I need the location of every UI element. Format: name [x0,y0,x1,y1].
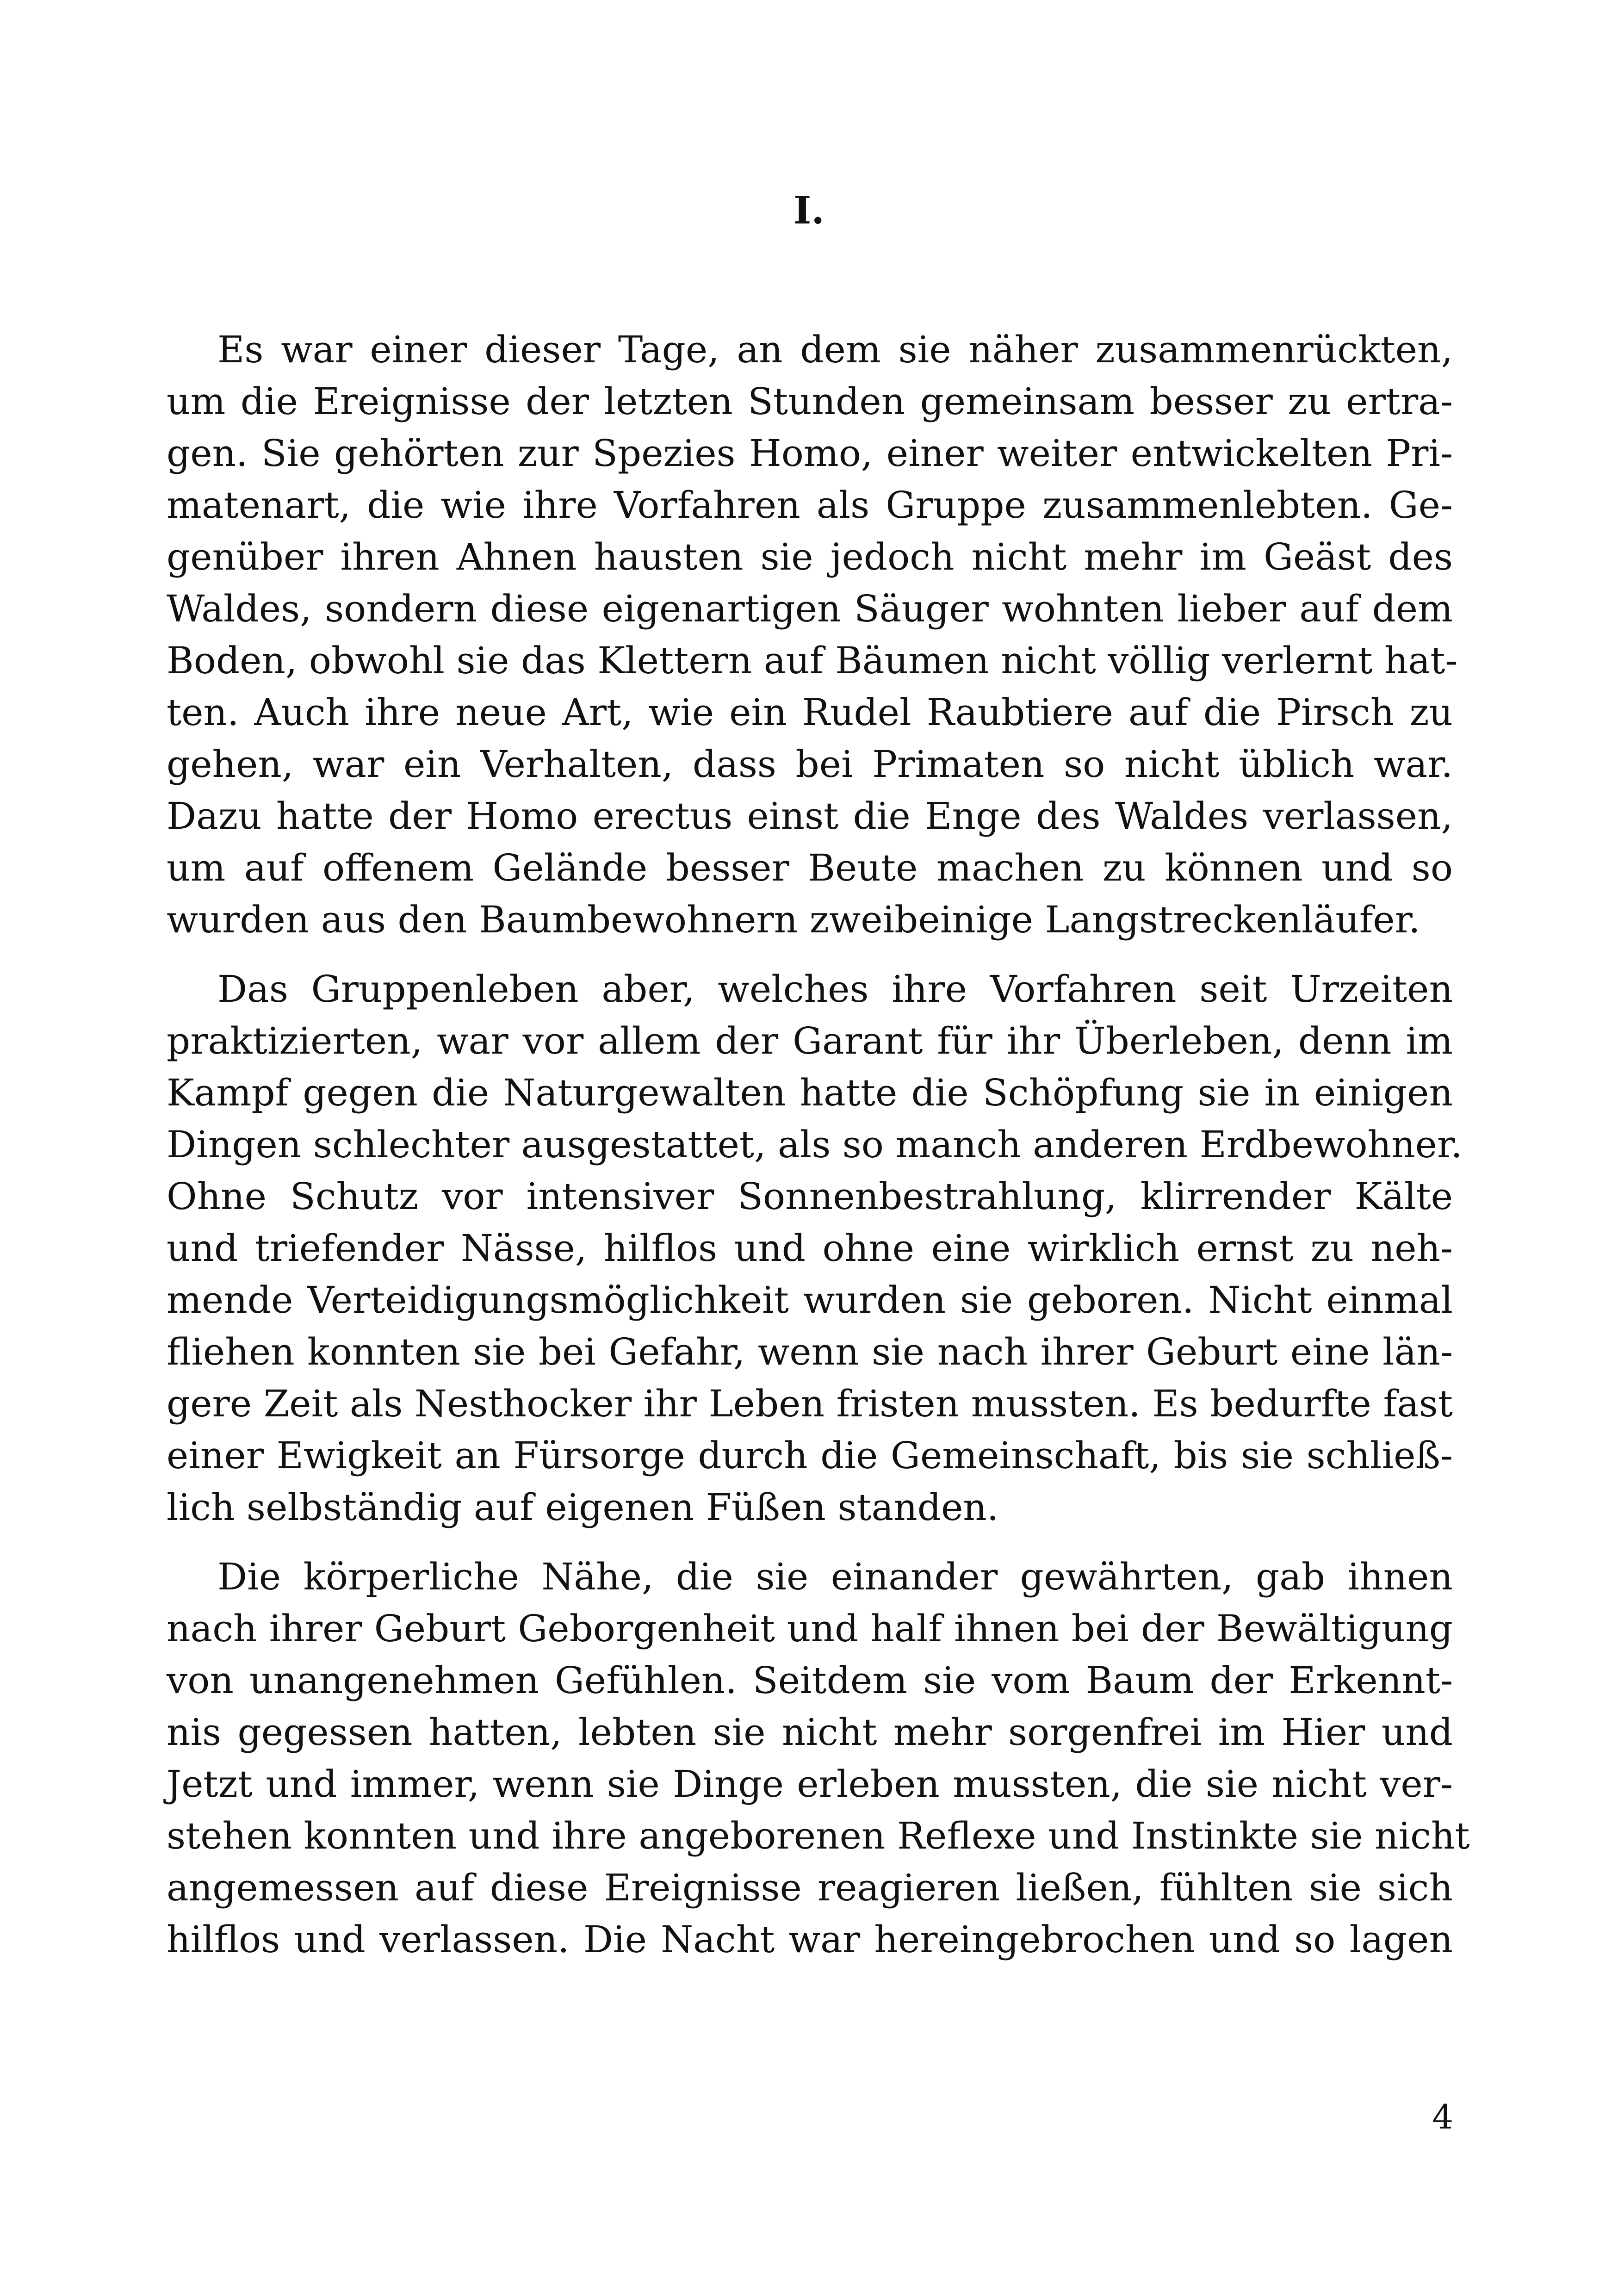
text-line: gehen, war ein Verhalten, dass bei Primaten so nicht üblich war. [167,743,1453,786]
chapter-title: I. [794,188,824,233]
text-line: Ohne Schutz vor intensiver Sonnenbestrahlung, klirrender Kälte [167,1175,1453,1218]
text-line: und triefender Nässe, hilflos und ohne eine wirklich ernst zu neh- [167,1227,1453,1270]
text-line: matenart, die wie ihre Vorfahren als Gruppe zusammenlebten. Ge- [167,484,1453,527]
text-line: ten. Auch ihre neue Art, wie ein Rudel Raubtiere auf die Pirsch zu [167,691,1453,734]
text-line: Boden, obwohl sie das Klettern auf Bäumen nicht völlig verlernt hat- [167,639,1458,682]
text-line: Kampf gegen die Naturgewalten hatte die Schöpfung sie in einigen [167,1071,1453,1114]
text-line: fliehen konnten sie bei Gefahr, wenn sie nach ihrer Geburt eine län- [167,1330,1453,1373]
text-line: von unangenehmen Gefühlen. Seitdem sie vom Baum der Erkennt- [167,1659,1453,1702]
text-line: nis gegessen hatten, lebten sie nicht mehr sorgenfrei im Hier und [167,1711,1453,1754]
text-line: lich selbständig auf eigenen Füßen standen. [167,1486,999,1529]
text-line: Jetzt und immer, wenn sie Dinge erleben mussten, die sie nicht ver- [167,1762,1453,1806]
text-line: Die körperliche Nähe, die sie einander gewährten, gab ihnen [217,1555,1453,1598]
text-line: Waldes, sondern diese eigenartigen Säuger wohnten lieber auf dem [167,587,1453,630]
text-line: gen. Sie gehörten zur Spezies Homo, einer weiter entwickelten Pri- [167,432,1453,475]
text-line: wurden aus den Baumbewohnern zweibeinige Langstreckenläufer. [167,898,1420,941]
text-line: Dingen schlechter ausgestattet, als so manch anderen Erdbewohner. [167,1123,1463,1166]
text-line: Dazu hatte der Homo erectus einst die Enge des Waldes verlassen, [167,794,1453,838]
page-number: 4 [1432,2097,1453,2136]
text-line: mende Verteidigungsmöglichkeit wurden sie geboren. Nicht einmal [167,1278,1453,1322]
text-line: Es war einer dieser Tage, an dem sie näher zusammenrückten, [217,328,1453,371]
paragraph-3 [167,1551,1470,1966]
paragraph-1 [167,324,1458,946]
text-line: gere Zeit als Nesthocker ihr Leben fristen mussten. Es bedurfte fast [167,1382,1453,1425]
body-text [167,324,1470,1966]
text-line: angemessen auf diese Ereignisse reagieren ließen, fühlten sie sich [167,1866,1453,1909]
text-line: praktizierten, war vor allem der Garant für ihr Überleben, denn im [167,1019,1453,1062]
text-line: nach ihrer Geburt Geborgenheit und half ihnen bei der Bewältigung [167,1607,1453,1650]
paragraph-2 [167,963,1463,1533]
text-line: Das Gruppenleben aber, welches ihre Vorfahren seit Urzeiten [217,968,1453,1011]
text-line: genüber ihren Ahnen hausten sie jedoch nicht mehr im Geäst des [167,535,1453,578]
text-line: um die Ereignisse der letzten Stunden gemeinsam besser zu ertra- [167,380,1453,423]
text-line: um auf offenem Gelände besser Beute machen zu können und so [167,846,1453,889]
text-line: hilflos und verlassen. Die Nacht war hereingebrochen und so lagen [167,1918,1453,1961]
text-line: einer Ewigkeit an Fürsorge durch die Gemeinschaft, bis sie schließ- [167,1434,1453,1477]
text-line: stehen konnten und ihre angeborenen Reflexe und Instinkte sie nicht [167,1814,1470,1857]
